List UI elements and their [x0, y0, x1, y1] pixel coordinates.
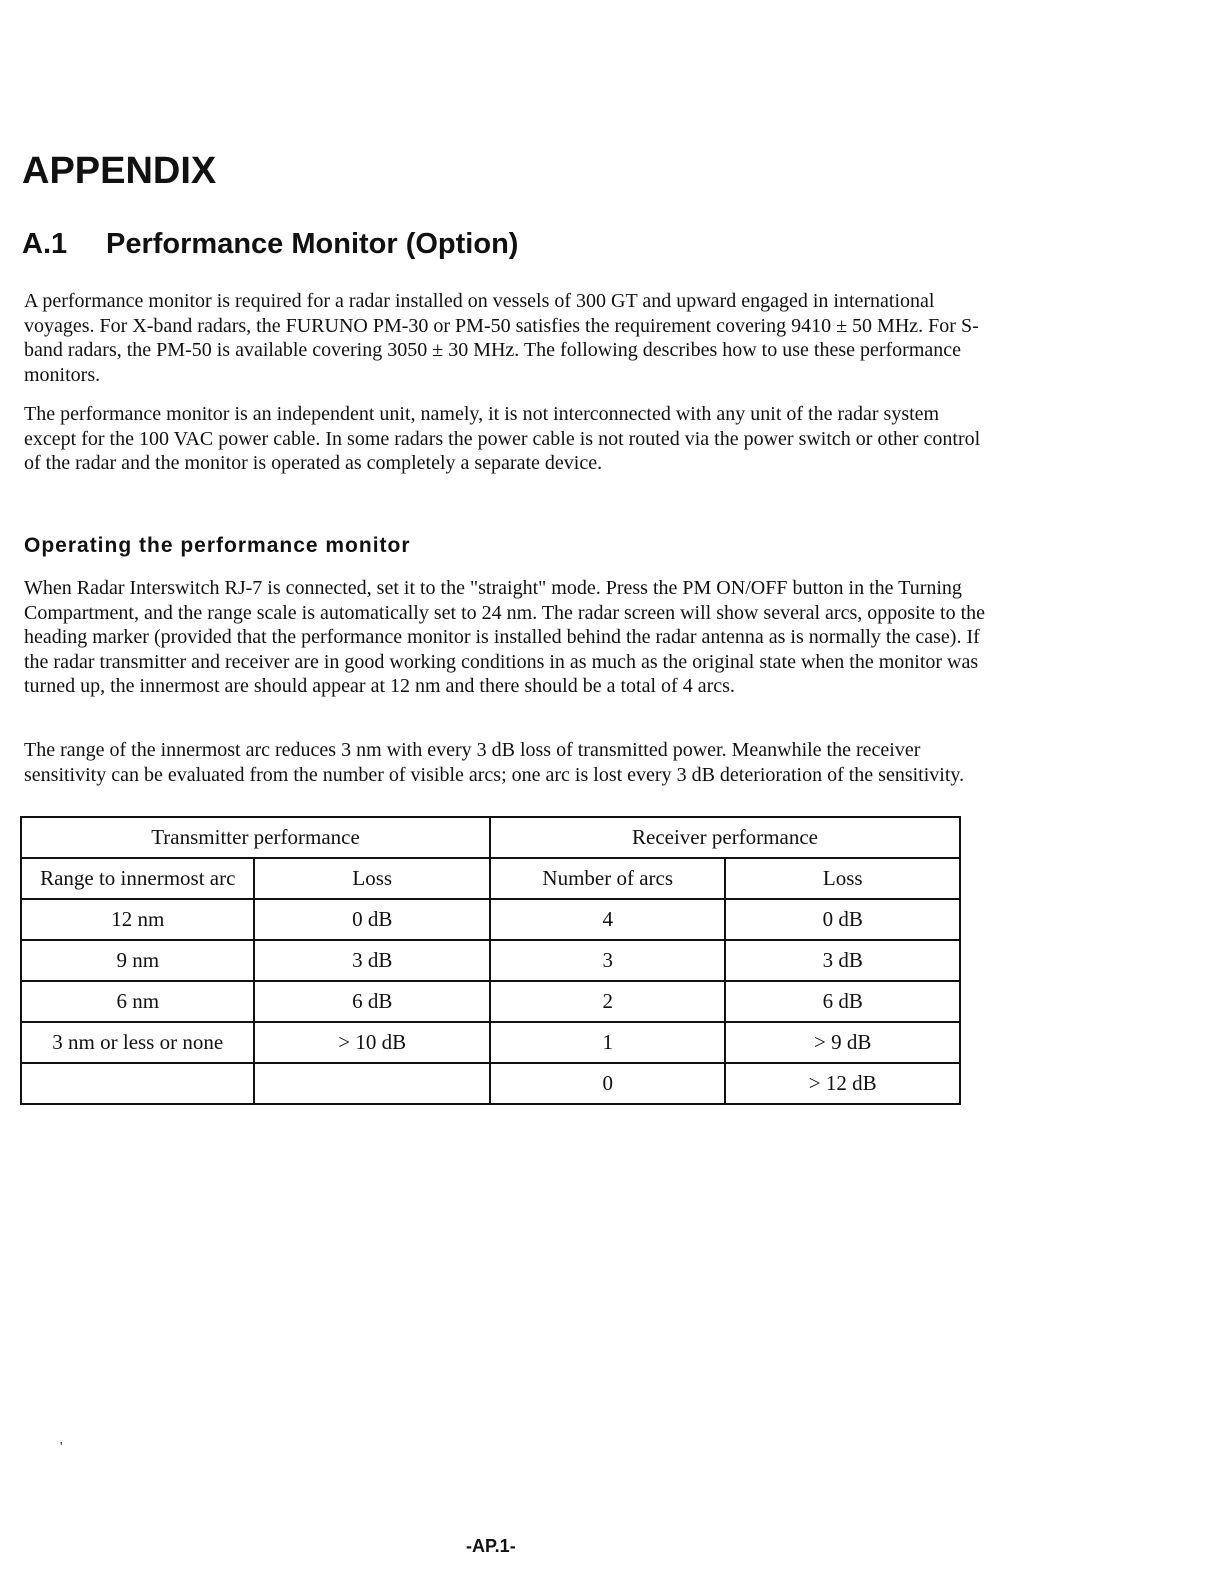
- page-number: -AP.1-: [466, 1536, 516, 1556]
- table-cell: 3 nm or less or none: [21, 1022, 254, 1063]
- section-title: Performance Monitor (Option): [106, 228, 519, 260]
- table-cell: 6 dB: [725, 981, 960, 1022]
- table-cell: > 12 dB: [725, 1063, 960, 1104]
- table-cell: 2: [490, 981, 725, 1022]
- table-cell: 0 dB: [725, 899, 960, 940]
- table-cell: > 10 dB: [254, 1022, 490, 1063]
- table-cell: 6 nm: [21, 981, 254, 1022]
- section-number: A.1: [22, 228, 68, 260]
- column-header-transmitter-loss: Loss: [254, 858, 490, 899]
- table-row: [21, 940, 960, 981]
- table-row: [21, 981, 960, 1022]
- table-cell: 0: [490, 1063, 725, 1104]
- table-column-header-row: [21, 858, 960, 899]
- subsection-heading: Operating the performance monitor: [24, 534, 411, 557]
- table-cell: 12 nm: [21, 899, 254, 940]
- column-header-range: Range to innermost arc: [21, 858, 254, 899]
- table-cell: [254, 1063, 490, 1104]
- table-group-header-row: [21, 817, 960, 858]
- table-row: [21, 1063, 960, 1104]
- performance-table: [20, 816, 961, 1105]
- table-cell: 4: [490, 899, 725, 940]
- table-cell: 9 nm: [21, 940, 254, 981]
- section-heading: [22, 228, 518, 261]
- column-header-number-of-arcs: Number of arcs: [490, 858, 725, 899]
- transmitter-performance-header: Transmitter performance: [21, 817, 490, 858]
- receiver-performance-header: Receiver performance: [490, 817, 960, 858]
- stray-mark: ': [60, 1440, 63, 1455]
- table-cell: 0 dB: [254, 899, 490, 940]
- table-row: [21, 1022, 960, 1063]
- column-header-receiver-loss: Loss: [725, 858, 960, 899]
- table-cell: > 9 dB: [725, 1022, 960, 1063]
- intro-paragraph-1: A performance monitor is required for a radar installed on vessels of 300 GT and upward engaged in international voyages. For X-band radars, the FURUNO PM-30 or PM-50 satisfies the requirement covering 9410 ± 50 MHz. For S-band radars, the PM-50 is available covering 3050 ± 30 MHz. The following describes how to use these performance monitors.: [24, 290, 979, 386]
- table-cell: 3 dB: [254, 940, 490, 981]
- table-cell: 3 dB: [725, 940, 960, 981]
- page-title: APPENDIX: [22, 150, 217, 192]
- intro-paragraph-2: The performance monitor is an independent unit, namely, it is not interconnected with any unit of the radar system except for the 100 VAC power cable. In some radars the power cable is not routed via the power switch or other control of the radar and the monitor is operated as completely a separate device.: [24, 403, 981, 474]
- table-cell: [21, 1063, 254, 1104]
- table-row: [21, 899, 960, 940]
- operating-paragraph-2: The range of the innermost arc reduces 3 nm with every 3 dB loss of transmitted power. Meanwhile the receiver sensitivity can be evaluated from the number of visible arcs; one arc is lost every 3 dB deterioration of the sensitivity.: [24, 739, 965, 786]
- table-cell: 1: [490, 1022, 725, 1063]
- operating-paragraph-1: When Radar Interswitch RJ-7 is connected, set it to the "straight" mode. Press the PM ON/OFF button in the Turning Compartment, and the range scale is automatically set to 24 nm. The radar screen will show several arcs, opposite to the heading marker (provided that the performance monitor is installed behind the radar antenna as is normally the case). If the radar transmitter and receiver are in good working conditions in as much as the original state when the monitor was turned up, the innermost are should appear at 12 nm and there should be a total of 4 arcs.: [24, 577, 986, 697]
- table-cell: 6 dB: [254, 981, 490, 1022]
- table-cell: 3: [490, 940, 725, 981]
